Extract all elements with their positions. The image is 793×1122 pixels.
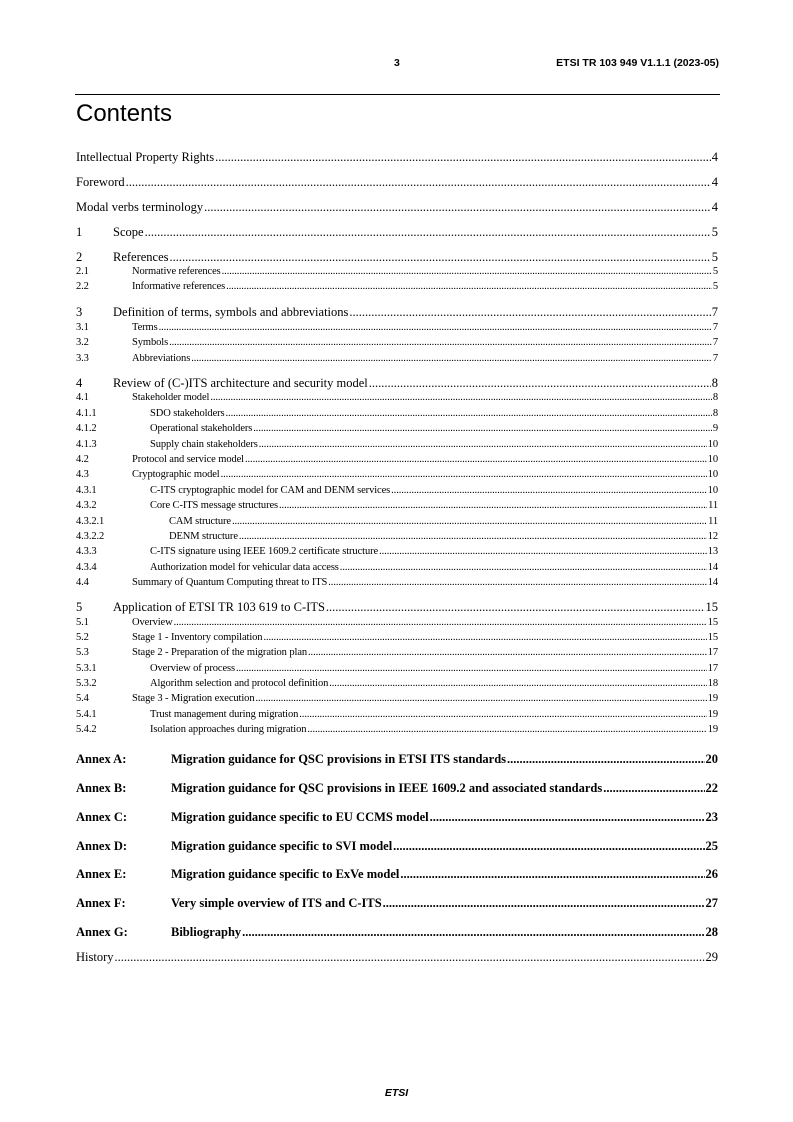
dot-leader (308, 647, 707, 658)
toc-entry-label: Symbols (132, 337, 169, 348)
dot-leader (145, 225, 711, 240)
toc-entry-page: 10 (707, 469, 718, 480)
toc-entry[interactable] (76, 500, 718, 511)
toc-entry-page: 5 (712, 281, 718, 292)
toc-entry-number: 1 (76, 225, 83, 239)
toc-entry-number: 3.3 (76, 353, 89, 364)
toc-entry-page: 7 (711, 305, 718, 319)
toc-entry-page: 17 (707, 663, 718, 674)
dot-leader (210, 392, 712, 403)
toc-entry-page: 29 (705, 950, 718, 964)
toc-entry-page: 12 (707, 531, 718, 542)
toc-entry-number: 3.2 (76, 337, 89, 348)
toc-entry-label: Migration guidance for QSC provisions in ETSI ITS standards (171, 752, 507, 766)
toc-entry-number: 4.3.2.1 (76, 516, 105, 527)
toc-entry-number: 5.3.1 (76, 663, 97, 674)
toc-entry-number: 4.3.2.2 (76, 531, 105, 542)
dot-leader (226, 281, 712, 292)
toc-entry[interactable] (76, 225, 718, 240)
dot-leader (222, 266, 712, 277)
toc-entry[interactable] (76, 896, 718, 911)
toc-entry-number: 5.4 (76, 693, 89, 704)
dot-leader (349, 305, 710, 320)
toc-entry-number: 5.2 (76, 632, 89, 643)
dot-leader (170, 250, 711, 265)
toc-entry-number: 4.1.3 (76, 439, 97, 450)
toc-entry-label: Normative references (132, 266, 221, 277)
toc-entry-label: Core C-ITS message structures (150, 500, 279, 511)
toc-entry-label: Stage 3 - Migration execution (132, 693, 255, 704)
dot-leader (232, 516, 707, 527)
toc-entry-page: 15 (707, 617, 718, 628)
toc-entry-label: Terms (132, 322, 158, 333)
dot-leader (169, 337, 712, 348)
toc-entry-label: SDO stakeholders (150, 408, 225, 419)
toc-entry-label: Abbreviations (132, 353, 191, 364)
toc-entry-number: 4.3 (76, 469, 89, 480)
toc-entry-label: Migration guidance for QSC provisions in IEEE 1609.2 and associated standards (171, 781, 603, 795)
toc-entry-label: Algorithm selection and protocol definition (150, 678, 329, 689)
toc-entry-number: 3 (76, 305, 83, 319)
toc-entry-page: 5 (712, 266, 718, 277)
toc-entry-page: 19 (707, 693, 718, 704)
toc-entry-label: CAM structure (169, 516, 231, 527)
toc-entry-number: Annex E: (76, 867, 127, 881)
toc-entry-number: 4.2 (76, 454, 89, 465)
toc-entry-label: Cryptographic model (132, 469, 220, 480)
toc-entry[interactable] (76, 408, 718, 419)
page-number: 3 (394, 57, 400, 69)
dot-leader (393, 839, 704, 854)
toc-entry[interactable] (76, 531, 718, 542)
toc-entry[interactable] (76, 392, 718, 403)
toc-entry-number: 4.1.2 (76, 423, 97, 434)
toc-entry-label: C-ITS signature using IEEE 1609.2 certificate structure (150, 546, 379, 557)
toc-entry-label: Foreword (76, 175, 125, 189)
toc-entry-page: 10 (707, 485, 718, 496)
toc-entry-label: Stage 2 - Preparation of the migration plan (132, 647, 308, 658)
toc-entry-number: 4.1.1 (76, 408, 97, 419)
toc-entry-page: 10 (707, 439, 718, 450)
dot-leader (326, 600, 705, 615)
toc-entry[interactable] (76, 810, 718, 825)
toc-entry-page: 26 (705, 867, 718, 881)
toc-entry-page: 8 (712, 408, 718, 419)
toc-entry[interactable] (76, 516, 718, 527)
toc-entry-label: References (113, 250, 169, 264)
toc-entry-label: Trust management during migration (150, 709, 299, 720)
toc-entry-page: 23 (705, 810, 718, 824)
toc-entry-label: Stakeholder model (132, 392, 210, 403)
toc-entry-page: 25 (705, 839, 718, 853)
toc-entry-page: 9 (712, 423, 718, 434)
dot-leader (226, 408, 712, 419)
toc-entry-number: 4.3.3 (76, 546, 97, 557)
dot-leader (253, 423, 712, 434)
toc-entry-label: DENM structure (169, 531, 238, 542)
toc-entry[interactable] (76, 950, 718, 965)
toc-entry-number: Annex A: (76, 752, 127, 766)
toc-entry[interactable] (76, 925, 718, 940)
toc-entry-page: 18 (707, 678, 718, 689)
toc-entry-number: 5.1 (76, 617, 89, 628)
toc-entry-label: Definition of terms, symbols and abbreviations (113, 305, 349, 319)
dot-leader (307, 724, 706, 735)
toc-entry-label: Migration guidance specific to ExVe model (171, 867, 400, 881)
dot-leader (430, 810, 705, 825)
toc-entry-label: Isolation approaches during migration (150, 724, 307, 735)
toc-entry[interactable] (76, 266, 718, 277)
toc-entry-page: 14 (707, 562, 718, 573)
toc-entry-page: 5 (711, 250, 718, 264)
toc-entry[interactable] (76, 678, 718, 689)
toc-entry-page: 7 (712, 337, 718, 348)
toc-entry[interactable] (76, 632, 718, 643)
toc-entry[interactable] (76, 376, 718, 391)
toc-entry[interactable] (76, 577, 718, 588)
toc-entry[interactable] (76, 469, 718, 480)
dot-leader (603, 781, 704, 796)
toc-entry[interactable] (76, 781, 718, 796)
dot-leader (245, 454, 707, 465)
toc-entry-number: 4.4 (76, 577, 89, 588)
toc-entry-page: 11 (708, 500, 718, 511)
toc-entry[interactable] (76, 281, 718, 292)
toc-entry[interactable] (76, 562, 718, 573)
page-title: Contents (76, 100, 173, 127)
dot-leader (507, 752, 704, 767)
toc-entry-page: 13 (707, 546, 718, 557)
dot-leader (221, 469, 707, 480)
dot-leader (328, 577, 706, 588)
toc-entry-label: Supply chain stakeholders (150, 439, 258, 450)
toc-entry-label: Stage 1 - Inventory compilation (132, 632, 263, 643)
toc-entry[interactable] (76, 546, 718, 557)
dot-leader (215, 150, 711, 165)
toc-entry-number: 2.1 (76, 266, 89, 277)
toc-entry-page: 15 (705, 600, 718, 614)
toc-entry-page: 10 (707, 454, 718, 465)
dot-leader (242, 925, 704, 940)
toc-entry-label: Scope (113, 225, 144, 239)
toc-entry-page: 19 (707, 724, 718, 735)
toc-entry-label: Review of (C-)ITS architecture and security model (113, 376, 368, 390)
toc-entry-label: Bibliography (171, 925, 242, 939)
toc-entry[interactable] (76, 839, 718, 854)
toc-entry[interactable] (76, 693, 718, 704)
toc-entry[interactable] (76, 337, 718, 348)
toc-entry-page: 8 (712, 392, 718, 403)
toc-entry-label: Intellectual Property Rights (76, 150, 215, 164)
toc-entry-label: C-ITS cryptographic model for CAM and DENM services (150, 485, 391, 496)
toc-entry-number: Annex D: (76, 839, 128, 853)
dot-leader (369, 376, 711, 391)
toc-entry[interactable] (76, 752, 718, 767)
toc-entry-page: 20 (705, 752, 718, 766)
toc-entry-page: 27 (705, 896, 718, 910)
toc-entry[interactable] (76, 439, 718, 450)
toc-entry-page: 17 (707, 647, 718, 658)
dot-leader (340, 562, 707, 573)
dot-leader (204, 200, 711, 215)
dot-leader (263, 632, 706, 643)
dot-leader (383, 896, 705, 911)
dot-leader (256, 693, 707, 704)
toc-entry-label: Authorization model for vehicular data access (150, 562, 339, 573)
toc-entry-label: Very simple overview of ITS and C-ITS (171, 896, 382, 910)
dot-leader (400, 867, 704, 882)
toc-entry-number: 4.3.4 (76, 562, 97, 573)
toc-entry-page: 7 (712, 353, 718, 364)
toc-entry-page: 28 (705, 925, 718, 939)
toc-entry-number: 4.1 (76, 392, 89, 403)
toc-entry-label: History (76, 950, 114, 964)
toc-entry-label: Modal verbs terminology (76, 200, 204, 214)
toc-entry-page: 8 (711, 376, 718, 390)
dot-leader (329, 678, 706, 689)
toc-entry[interactable] (76, 724, 718, 735)
dot-leader (391, 485, 707, 496)
toc-entry-page: 15 (707, 632, 718, 643)
toc-entry-number: 5.3.2 (76, 678, 97, 689)
toc-entry[interactable] (76, 485, 718, 496)
toc-entry-label: Summary of Quantum Computing threat to ITS (132, 577, 328, 588)
toc-entry-label: Overview of process (150, 663, 235, 674)
toc-entry-number: Annex F: (76, 896, 126, 910)
toc-entry-page: 4 (711, 150, 718, 164)
toc-entry[interactable] (76, 150, 718, 165)
dot-leader (159, 322, 712, 333)
toc-entry-label: Protocol and service model (132, 454, 244, 465)
toc-entry[interactable] (76, 454, 718, 465)
dot-leader (236, 663, 707, 674)
toc-entry-number: 4.3.1 (76, 485, 97, 496)
toc-entry[interactable] (76, 353, 718, 364)
toc-entry-number: 5 (76, 600, 83, 614)
toc-entry[interactable] (76, 250, 718, 265)
dot-leader (299, 709, 706, 720)
toc-entry-number: Annex C: (76, 810, 128, 824)
toc-entry-page: 19 (707, 709, 718, 720)
toc-entry-page: 14 (707, 577, 718, 588)
toc-entry[interactable] (76, 305, 718, 320)
toc-entry[interactable] (76, 600, 718, 615)
toc-entry-page: 4 (711, 175, 718, 189)
toc-entry-label: Informative references (132, 281, 226, 292)
toc-entry-number: 4.3.2 (76, 500, 97, 511)
document-id: ETSI TR 103 949 V1.1.1 (2023-05) (556, 57, 719, 69)
toc-entry[interactable] (76, 322, 718, 333)
toc-entry[interactable] (76, 647, 718, 658)
toc-entry-page: 4 (711, 200, 718, 214)
toc-entry[interactable] (76, 423, 718, 434)
toc-entry-label: Application of ETSI TR 103 619 to C-ITS (113, 600, 325, 614)
toc-entry-number: Annex B: (76, 781, 127, 795)
dot-leader (259, 439, 707, 450)
toc-entry-label: Migration guidance specific to SVI model (171, 839, 393, 853)
dot-leader (115, 950, 705, 965)
toc-entry-page: 5 (711, 225, 718, 239)
toc-entry-page: 11 (708, 516, 718, 527)
toc-entry-number: 2.2 (76, 281, 89, 292)
toc-entry-number: 3.1 (76, 322, 89, 333)
toc-entry-label: Operational stakeholders (150, 423, 253, 434)
toc-entry-number: 5.3 (76, 647, 89, 658)
toc-entry[interactable] (76, 867, 718, 882)
toc-entry[interactable] (76, 709, 718, 720)
toc-entry-page: 7 (712, 322, 718, 333)
toc-entry-number: 4 (76, 376, 83, 390)
toc-entry-label: Migration guidance specific to EU CCMS model (171, 810, 429, 824)
dot-leader (126, 175, 711, 190)
toc-entry-number: 2 (76, 250, 83, 264)
toc-entry-page: 22 (705, 781, 718, 795)
footer-logo-text: ETSI (384, 1087, 409, 1099)
toc-entry[interactable] (76, 175, 718, 190)
toc-entry-label: Overview (132, 617, 173, 628)
toc-entry-number: Annex G: (76, 925, 128, 939)
dot-leader (279, 500, 707, 511)
toc-entry-number: 5.4.2 (76, 724, 97, 735)
toc-entry[interactable] (76, 663, 718, 674)
dot-leader (239, 531, 707, 542)
dot-leader (174, 617, 707, 628)
toc-entry[interactable] (76, 617, 718, 628)
toc-entry[interactable] (76, 200, 718, 215)
dot-leader (191, 353, 712, 364)
toc-entry-number: 5.4.1 (76, 709, 97, 720)
dot-leader (379, 546, 707, 557)
